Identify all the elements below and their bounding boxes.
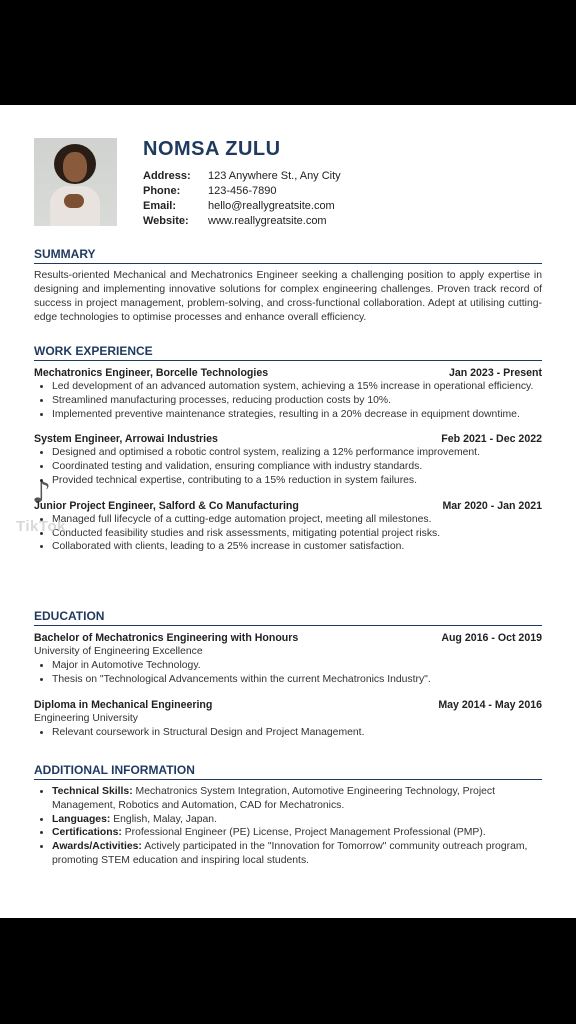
work-heading: WORK EXPERIENCE bbox=[34, 344, 542, 361]
email-label: Email: bbox=[143, 200, 177, 212]
job-bullet: • Led development of an advanced automation system, achieving a 15% increase in operational efficiency. bbox=[52, 380, 542, 394]
summary-heading: SUMMARY bbox=[34, 247, 542, 264]
tiktok-watermark bbox=[14, 470, 74, 550]
job-dates: Jan 2023 - Present bbox=[448, 367, 542, 379]
additional-heading: ADDITIONAL INFORMATION bbox=[34, 763, 542, 780]
additional-text: Actively participated in the "Innovation for Tomorrow" community outreach program, promoting STEM education and inspiring local students. bbox=[52, 841, 528, 866]
job-dates: Feb 2021 - Dec 2022 bbox=[441, 433, 542, 446]
education-heading: EDUCATION bbox=[34, 609, 542, 626]
job-role: Junior Project Engineer, Salford & Co Manufacturing bbox=[34, 499, 299, 512]
job-bullet: • Managed full lifecycle of a cutting-edge automation project, meeting all milestones. bbox=[52, 513, 542, 527]
additional-item bbox=[52, 840, 542, 868]
school-name: Engineering University bbox=[34, 712, 138, 724]
education-bullet: • Thesis on "Technological Advancements within the current Mechatronics Industry". bbox=[52, 673, 542, 687]
phone-value: 123-456-7890 bbox=[208, 185, 277, 197]
summary-text: Results-oriented Mechanical and Mechatronics Engineer seeking a challenging position to apply expertise in designing and implementing innovative solutions for complex engineering challenges. Proven track record of success in project management, problem-solving, and cross-functional collaboration. Adept at utilising cutting-edge technologies to optimise processes and enhance overall efficiency. bbox=[34, 270, 542, 323]
additional-item bbox=[52, 826, 542, 840]
additional-section bbox=[34, 763, 542, 868]
job-entry bbox=[34, 366, 542, 421]
candidate-name: NOMSA ZULU bbox=[143, 138, 281, 160]
work-section bbox=[34, 344, 542, 565]
resume-page bbox=[0, 105, 576, 918]
education-entry bbox=[34, 698, 542, 740]
education-bullet: • Relevant coursework in Structural Design and Project Management. bbox=[52, 726, 542, 740]
additional-label: Certifications: bbox=[52, 827, 122, 839]
additional-text: English, Malay, Japan. bbox=[113, 813, 217, 825]
address-value: 123 Anywhere St., Any City bbox=[208, 170, 341, 182]
job-bullet: • Provided technical expertise, contributing to a 15% reduction in system failures. bbox=[52, 474, 542, 488]
degree-title: Diploma in Mechanical Engineering bbox=[34, 698, 213, 711]
tiktok-brand-text: TikTok bbox=[16, 518, 66, 535]
address-label: Address: bbox=[143, 170, 191, 182]
additional-item bbox=[52, 785, 542, 813]
job-entry bbox=[34, 432, 542, 487]
job-bullet: • Implemented preventive maintenance strategies, resulting in a 20% decrease in equipment downtime. bbox=[52, 408, 542, 422]
additional-text: Mechatronics System Integration, Automotive Engineering Technology, Project Management, Robotics and Automation, CAD for Mechatronics. bbox=[52, 786, 495, 811]
job-dates: Mar 2020 - Jan 2021 bbox=[442, 499, 542, 512]
job-role: System Engineer, Arrowai Industries bbox=[34, 433, 218, 446]
summary-section bbox=[34, 247, 542, 325]
school-name: University of Engineering Excellence bbox=[34, 646, 203, 657]
job-bullet: • Designed and optimised a robotic control system, realizing a 12% performance improvement. bbox=[52, 446, 542, 460]
job-bullet: • Streamlined manufacturing processes, reducing production costs by 10%. bbox=[52, 394, 542, 408]
tiktok-logo-icon: ♪ bbox=[32, 475, 52, 510]
job-bullet: • Conducted feasibility studies and risk assessments, mitigating potential project risks. bbox=[52, 527, 542, 541]
contact-block bbox=[143, 169, 341, 229]
degree-dates: Aug 2016 - Oct 2019 bbox=[441, 632, 542, 644]
additional-label: Awards/Activities: bbox=[52, 841, 142, 853]
profile-photo bbox=[34, 138, 117, 226]
website-label: Website: bbox=[143, 215, 189, 227]
email-value[interactable]: hello@reallygreatsite.com bbox=[208, 200, 335, 212]
job-role: Mechatronics Engineer, Borcelle Technologies bbox=[34, 367, 269, 379]
degree-dates: May 2014 - May 2016 bbox=[438, 698, 542, 711]
education-section bbox=[34, 609, 542, 750]
job-bullet: • Coordinated testing and validation, ensuring compliance with industry standards. bbox=[52, 460, 542, 474]
additional-text: Professional Engineer (PE) License, Project Management Professional (PMP). bbox=[124, 827, 486, 839]
additional-label: Technical Skills: bbox=[52, 786, 133, 797]
phone-label: Phone: bbox=[143, 185, 181, 197]
education-bullet: • Major in Automotive Technology. bbox=[52, 659, 542, 673]
education-entry bbox=[34, 631, 542, 687]
job-entry bbox=[34, 499, 542, 554]
additional-label: Languages: bbox=[52, 813, 111, 825]
website-value[interactable]: www.reallygreatsite.com bbox=[208, 215, 327, 227]
additional-item bbox=[52, 813, 542, 827]
job-bullet: • Collaborated with clients, leading to a 25% increase in customer satisfaction. bbox=[52, 540, 542, 554]
degree-title: Bachelor of Mechatronics Engineering with Honours bbox=[34, 632, 299, 644]
